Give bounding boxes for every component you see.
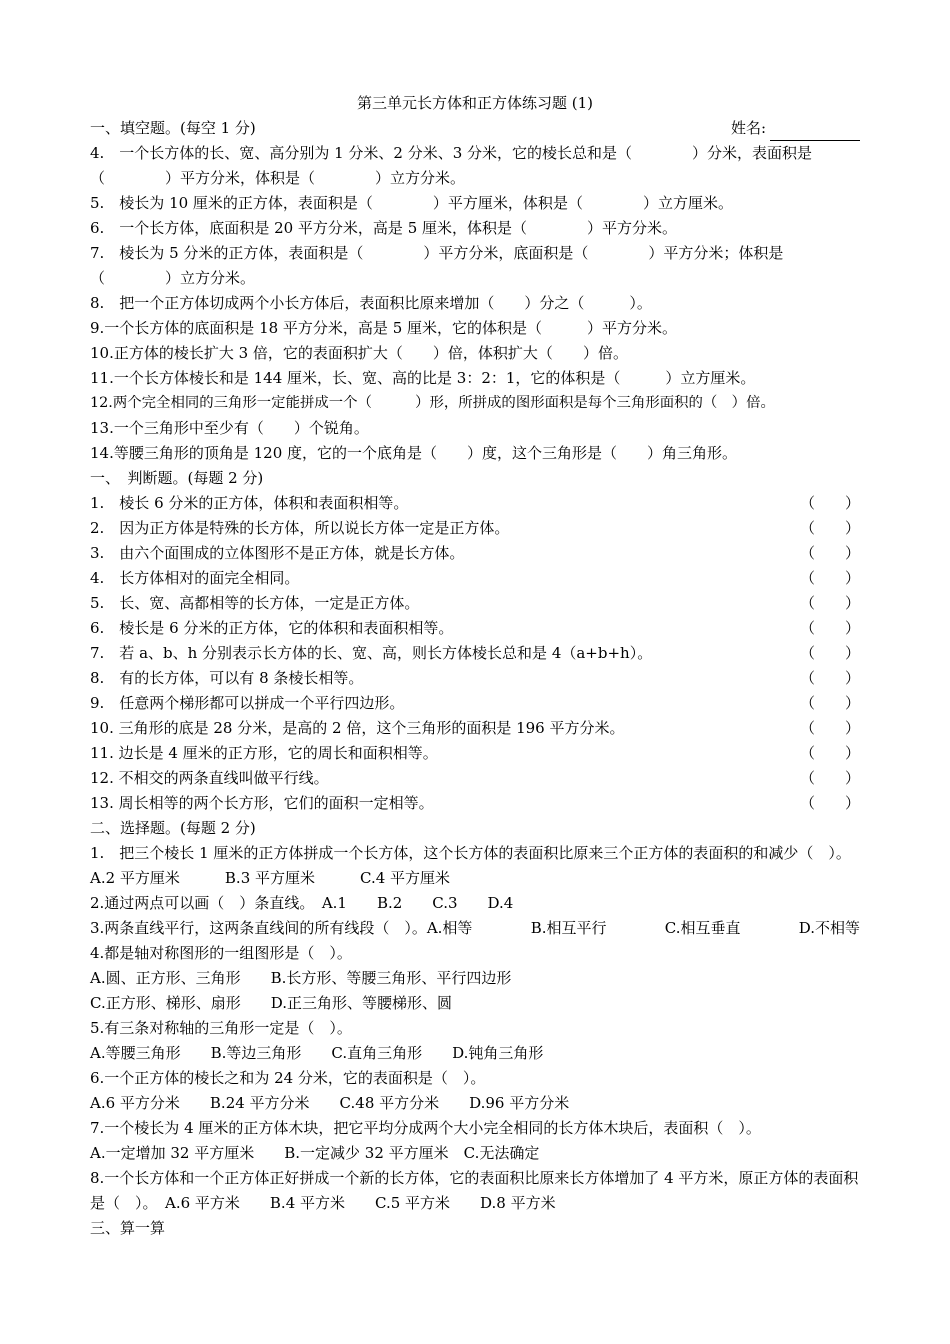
fill-item-6: 6. 一个长方体，底面积是 20 平方分米，高是 5 厘米，体积是（ ）平方分米。 [90,219,678,237]
answer-paren[interactable]: （ ） [800,569,861,587]
page-title: 第三单元长方体和正方体练习题 (1) [356,94,594,112]
answer-paren[interactable]: （ ） [800,644,861,662]
choice-q4-options-a: A.圆、正方形、三角形 B.长方形、等腰三角形、平行四边形 [90,969,512,987]
section4-heading: 三、算一算 [90,1219,166,1237]
name-label: 姓名: [730,119,766,137]
fill-item-11: 11.一个长方体棱长和是 144 厘米，长、宽、高的比是 3：2：1，它的体积是（ ）立方厘米。 [90,369,756,387]
section3-heading: 二、选择题。(每题 2 分) [90,819,256,837]
judge-text: 8. 有的长方体，可以有 8 条棱长相等。 [90,669,364,687]
name-field [731,116,860,141]
judge-text: 13. 周长相等的两个长方形，它们的面积一定相等。 [90,794,434,812]
answer-paren[interactable]: （ ） [800,544,861,562]
answer-paren[interactable]: （ ） [800,744,861,762]
judge-item-13 [90,791,860,816]
judge-text: 3. 由六个面围成的立体图形不是正方体，就是长方体。 [90,544,465,562]
name-blank[interactable] [770,124,860,141]
answer-paren[interactable]: （ ） [800,494,861,512]
answer-paren[interactable]: （ ） [800,719,861,737]
fill-item-14: 14.等腰三角形的顶角是 120 度，它的一个底角是（ ）度，这个三角形是（ ）角三角形。 [90,444,738,462]
choice-q6: 6.一个正方体的棱长之和为 24 分米，它的表面积是（ ）。 [90,1069,486,1087]
choice-q7-options: A.一定增加 32 平方厘米 B.一定减少 32 平方厘米 C.无法确定 [90,1144,540,1162]
judge-text: 11. 边长是 4 厘米的正方形，它的周长和面积相等。 [90,744,438,762]
answer-paren[interactable]: （ ） [800,519,861,537]
fill-item-5: 5. 棱长为 10 厘米的正方体，表面积是（ ）平方厘米，体积是（ ）立方厘米。 [90,194,733,212]
judge-text: 1. 棱长 6 分米的正方体，体积和表面积相等。 [90,494,409,512]
judge-item-6 [90,616,860,641]
judge-text: 12. 不相交的两条直线叫做平行线。 [90,769,329,787]
choice-q5: 5.有三条对称轴的三角形一定是（ ）。 [90,1019,352,1037]
answer-paren[interactable]: （ ） [800,769,861,787]
judge-item-12 [90,766,860,791]
judge-text: 2. 因为正方体是特殊的长方体，所以说长方体一定是正方体。 [90,519,510,537]
section2-heading: 一、 判断题。(每题 2 分) [90,469,264,487]
judge-item-1 [90,491,860,516]
judge-item-2 [90,516,860,541]
choice-q4-options-b: C.正方形、梯形、扇形 D.正三角形、等腰梯形、圆 [90,994,452,1012]
judge-text: 7. 若 a、b、h 分别表示长方体的长、宽、高，则长方体棱长总和是 4（a+b+h）。 [90,644,653,662]
judge-item-4 [90,566,860,591]
choice-q8: 8.一个长方体和一个正方体正好拼成一个新的长方体，它的表面积比原来长方体增加了 4 平方米，原正方体的表面积是（ ）。 A.6 平方米 B.4 平方米 C.5 平方米 D.8 平方米 [90,1169,859,1212]
choice-q3-b: B.相互平行 [530,919,607,937]
answer-paren[interactable]: （ ） [800,669,861,687]
choice-q2: 2.通过两点可以画（ ）条直线。 A.1 B.2 C.3 D.4 [90,894,514,912]
choice-q4: 4.都是轴对称图形的一组图形是（ ）。 [90,944,352,962]
judge-item-8 [90,666,860,691]
judge-item-5 [90,591,860,616]
fill-item-8: 8. 把一个正方体切成两个小长方体后，表面积比原来增加（ ）分之（ ）。 [90,294,652,312]
fill-item-4: 4. 一个长方体的长、宽、高分别为 1 分米、2 分米、3 分米，它的棱长总和是（ ）分米，表面积是（ ）平方分米，体积是（ ）立方分米。 [90,144,813,187]
judge-text: 6. 棱长是 6 分米的正方体，它的体积和表面积相等。 [90,619,454,637]
section1-heading: 一、填空题。(每空 1 分) [90,119,256,137]
answer-paren[interactable]: （ ） [800,594,861,612]
fill-item-12: 12.两个完全相同的三角形一定能拼成一个（ ）形，所拼成的图形面积是每个三角形面积的（ ）倍。 [90,395,775,411]
judge-text: 9. 任意两个梯形都可以拼成一个平行四边形。 [90,694,405,712]
choice-q3-c: C.相互垂直 [664,919,741,937]
judge-item-7 [90,641,860,666]
choice-q1: 1. 把三个棱长 1 厘米的正方体拼成一个长方体，这个长方体的表面积比原来三个正方体的表面积的和减少（ ）。 A.2 平方厘米 B.3 平方厘米 C.4 平方厘米 [90,844,904,887]
judge-text: 10. 三角形的底是 28 分米，是高的 2 倍，这个三角形的面积是 196 平方分米。 [90,719,625,737]
choice-q7: 7.一个棱长为 4 厘米的正方体木块，把它平均分成两个大小完全相同的长方体木块后，表面积（ ）。 [90,1119,761,1137]
choice-q3-stem: 3.两条直线平行，这两条直线间的所有线段（ ）。A.相等 [90,919,473,937]
choice-q5-options: A.等腰三角形 B.等边三角形 C.直角三角形 D.钝角三角形 [90,1044,544,1062]
fill-item-9: 9.一个长方体的底面积是 18 平方分米，高是 5 厘米，它的体积是（ ）平方分米。 [90,319,678,337]
choice-q6-options: A.6 平方分米 B.24 平方分米 C.48 平方分米 D.96 平方分米 [90,1094,570,1112]
section1-header [90,116,860,141]
answer-paren[interactable]: （ ） [800,619,861,637]
judge-item-9 [90,691,860,716]
judge-item-10 [90,716,860,741]
answer-paren[interactable]: （ ） [800,694,861,712]
answer-paren[interactable]: （ ） [800,794,861,812]
fill-item-10: 10.正方体的棱长扩大 3 倍，它的表面积扩大（ ）倍，体积扩大（ ）倍。 [90,344,628,362]
judge-text: 4. 长方体相对的面完全相同。 [90,569,300,587]
choice-q3-d: D.不相等 [798,919,860,937]
fill-item-7: 7. 棱长为 5 分米的正方体，表面积是（ ）平方分米，底面积是（ ）平方分米；体积是（ ）立方分米。 [90,244,784,287]
fill-item-13: 13.一个三角形中至少有（ ）个锐角。 [90,419,369,437]
judge-text: 5. 长、宽、高都相等的长方体，一定是正方体。 [90,594,420,612]
judge-item-11 [90,741,860,766]
judge-item-3 [90,541,860,566]
choice-q3 [90,916,860,941]
